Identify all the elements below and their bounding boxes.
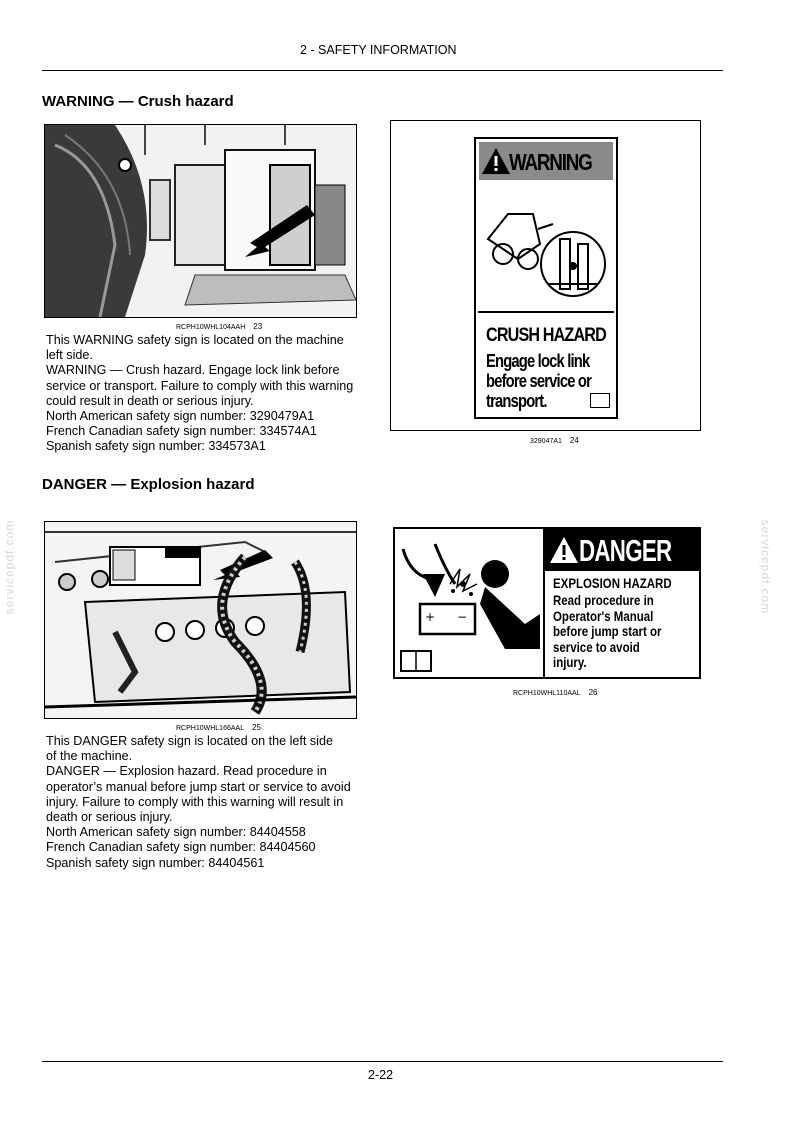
machine-photo-illustration xyxy=(45,125,356,317)
crush-hazard-heading: CRUSH HAZARD xyxy=(486,325,606,346)
figure-number: 23 xyxy=(253,322,263,331)
figure-code: RCPH10WHL166AAL xyxy=(176,725,245,732)
page-header: 2 - SAFETY INFORMATION xyxy=(300,43,457,57)
footer-rule xyxy=(42,1061,723,1062)
danger-sign-caption xyxy=(513,688,597,697)
text-line: North American safety sign number: 3290479A1 xyxy=(46,409,315,424)
danger-banner-text: DANGER xyxy=(579,533,672,568)
crush-hazard-instructions xyxy=(486,351,591,411)
danger-banner xyxy=(545,529,699,571)
alert-triangle-icon xyxy=(481,147,511,175)
text-line: service or transport. Failure to comply with this warning xyxy=(46,378,354,393)
danger-photo-caption xyxy=(176,723,261,732)
svg-text:+: + xyxy=(425,610,436,624)
danger-sign-figure xyxy=(393,527,701,679)
svg-text:−: − xyxy=(457,610,468,624)
danger-pictogram-panel xyxy=(395,529,545,677)
sign-line: before jump start or xyxy=(553,623,662,639)
watermark-right: servicepdf.com xyxy=(758,519,773,615)
figure-code: RCPH10WHL110AAL xyxy=(513,690,581,697)
figure-number: 25 xyxy=(252,723,261,732)
warning-photo xyxy=(44,124,357,318)
text-line: North American safety sign number: 84404558 xyxy=(46,825,306,840)
figure-code: 329047A1 xyxy=(530,438,562,445)
text-line: DANGER — Explosion hazard. Read procedure in xyxy=(46,764,327,779)
battery-area-illustration xyxy=(45,522,356,718)
sign-line: service to avoid xyxy=(553,638,640,655)
text-line: operator’s manual before jump start or service to avoid xyxy=(46,779,351,794)
warning-section-title: WARNING — Crush hazard xyxy=(42,93,234,110)
warning-banner xyxy=(479,142,613,180)
sign-line: Read procedure in xyxy=(553,592,654,608)
warning-sign-caption xyxy=(530,436,579,445)
text-line: WARNING — Crush hazard. Engage lock link before xyxy=(46,363,340,378)
header-rule xyxy=(42,70,723,71)
danger-photo xyxy=(44,521,357,719)
warning-sign-figure xyxy=(390,120,701,431)
explosion-hazard-heading: EXPLOSION HAZARD xyxy=(553,575,672,591)
figure-number: 26 xyxy=(588,688,598,697)
sign-line: transport. xyxy=(486,391,547,411)
sign-line: injury. xyxy=(553,654,587,670)
warning-description xyxy=(46,333,353,455)
text-line: death or serious injury. xyxy=(46,810,173,825)
explosion-hazard-instructions xyxy=(553,593,661,671)
alert-triangle-icon xyxy=(549,536,579,564)
warning-banner-text: WARNING xyxy=(509,149,592,175)
figure-code: RCPH10WHL104AAH xyxy=(176,324,246,331)
text-line: of the machine. xyxy=(46,749,133,764)
danger-section-title: DANGER — Explosion hazard xyxy=(42,476,255,493)
warning-decal xyxy=(474,137,618,419)
text-line: Spanish safety sign number: 84404561 xyxy=(46,855,265,870)
text-line: This WARNING safety sign is located on the machine xyxy=(46,333,344,347)
sign-line: Operator's Manual xyxy=(553,607,654,624)
text-line: left side. xyxy=(46,348,93,363)
text-line: French Canadian safety sign number: 334574A1 xyxy=(46,424,317,439)
text-line: This DANGER safety sign is located on the left side xyxy=(46,734,333,748)
sign-line: Engage lock link xyxy=(486,351,590,371)
danger-description xyxy=(46,734,351,871)
manual-book-icon xyxy=(590,393,610,408)
page-number: 2-22 xyxy=(368,1068,394,1082)
crush-pictogram xyxy=(478,184,614,314)
text-line: Spanish safety sign number: 334573A1 xyxy=(46,439,266,454)
sign-line: before service or xyxy=(486,371,592,391)
figure-number: 24 xyxy=(569,436,579,445)
text-line: French Canadian safety sign number: 84404560 xyxy=(46,840,316,855)
watermark-left: servicepdf.com xyxy=(2,519,17,615)
explosion-pictogram xyxy=(395,529,543,677)
text-line: injury. Failure to comply with this warning will result in xyxy=(46,794,344,809)
warning-photo-caption xyxy=(176,322,262,331)
text-line: could result in death or serious injury. xyxy=(46,393,254,408)
